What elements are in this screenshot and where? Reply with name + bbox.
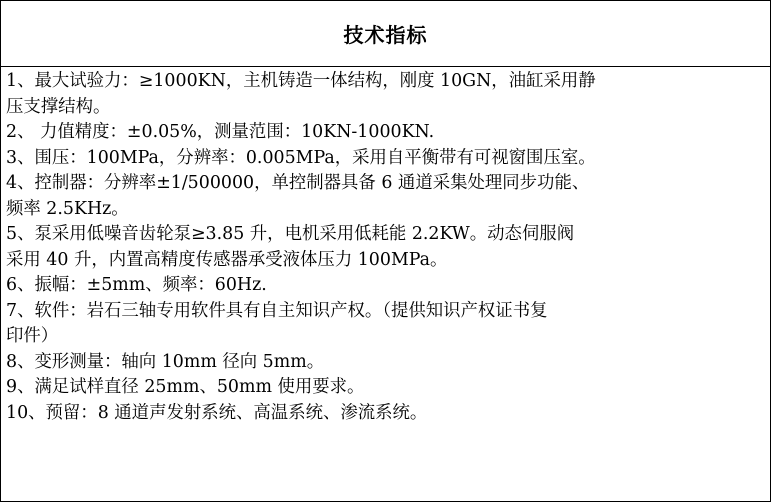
spec-list xyxy=(1,67,770,426)
spec-line: 6、振幅：±5mm、频率：60Hz. xyxy=(6,275,267,295)
spec-line: 频率 2.5KHz。 xyxy=(6,198,129,219)
table-title: 技术指标 xyxy=(343,23,428,47)
spec-line: 压支撑结构。 xyxy=(6,96,111,117)
spec-line: 7、软件：岩石三轴专用软件具有自主知识产权。（提供知识产权证书复 xyxy=(6,300,548,321)
spec-line: 8、变形测量：轴向 10mm 径向 5mm。 xyxy=(6,351,325,372)
spec-line: 印件） xyxy=(6,326,59,346)
spec-line: 9、满足试样直径 25mm、50mm 使用要求。 xyxy=(6,377,365,397)
spec-line: 2、 力值精度：±0.05%，测量范围：10KN-1000KN. xyxy=(6,122,435,142)
spec-line: 4、控制器：分辨率±1/500000，单控制器具备 6 通道采集处理同步功能、 xyxy=(6,173,590,193)
spec-line: 采用 40 升，内置高精度传感器承受液体压力 100MPa。 xyxy=(6,249,448,270)
spec-line: 10、预留：8 通道声发射系统、高温系统、渗流系统。 xyxy=(6,402,428,423)
table-header xyxy=(1,1,770,67)
spec-line: 1、最大试验力：≥1000KN，主机铸造一体结构，刚度 10GN，油缸采用静 xyxy=(6,71,596,91)
spec-line: 3、围压：100MPa，分辨率：0.005MPa，采用自平衡带有可视窗围压室。 xyxy=(6,147,596,168)
spec-line: 5、泵采用低噪音齿轮泵≥3.85 升，电机采用低耗能 2.2KW。动态伺服阀 xyxy=(6,224,575,244)
